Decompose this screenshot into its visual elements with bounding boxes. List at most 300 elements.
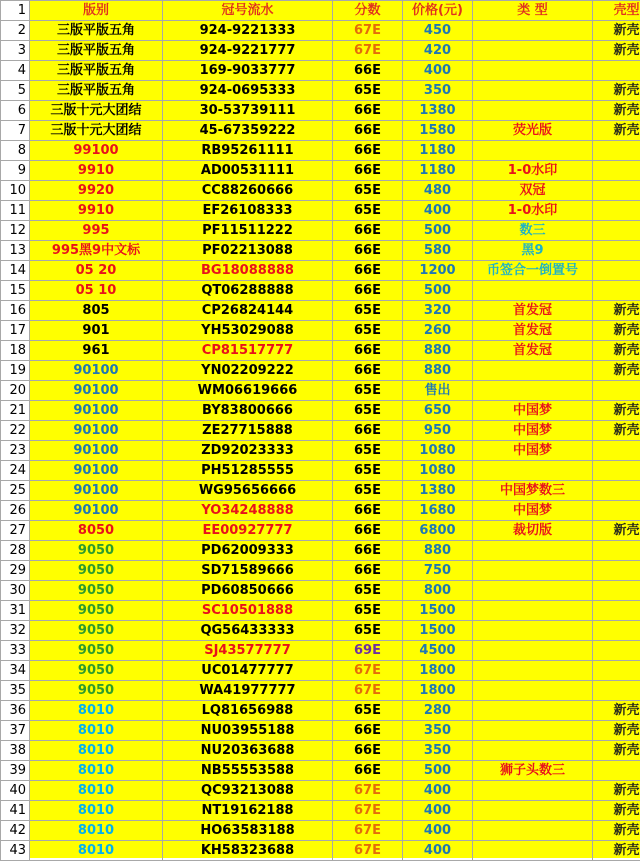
- cell-score[interactable]: 66E: [333, 421, 403, 441]
- cell-price[interactable]: 950: [403, 421, 473, 441]
- row-number[interactable]: 30: [1, 581, 30, 601]
- cell-price[interactable]: 1680: [403, 501, 473, 521]
- cell-version[interactable]: 90100: [30, 421, 163, 441]
- cell-version[interactable]: 9050: [30, 601, 163, 621]
- row-number[interactable]: 16: [1, 301, 30, 321]
- cell-version[interactable]: 8010: [30, 701, 163, 721]
- row-number[interactable]: 15: [1, 281, 30, 301]
- cell-type[interactable]: [473, 381, 593, 401]
- cell-serial[interactable]: 924-0695333: [163, 81, 333, 101]
- cell-serial[interactable]: NU20363688: [163, 741, 333, 761]
- cell-price[interactable]: 400: [403, 821, 473, 841]
- cell-score[interactable]: 67E: [333, 781, 403, 801]
- cell-version[interactable]: 三版平版五角: [30, 21, 163, 41]
- cell-type[interactable]: [473, 101, 593, 121]
- cell-shell[interactable]: 新壳: [593, 341, 640, 361]
- cell-serial[interactable]: ZD92023333: [163, 441, 333, 461]
- row-number[interactable]: 14: [1, 261, 30, 281]
- cell-price[interactable]: 880: [403, 361, 473, 381]
- cell-shell[interactable]: 新壳: [593, 521, 640, 541]
- cell-price[interactable]: 400: [403, 841, 473, 861]
- cell-serial[interactable]: YN02209222: [163, 361, 333, 381]
- cell-price[interactable]: 800: [403, 581, 473, 601]
- cell-score[interactable]: 65E: [333, 461, 403, 481]
- cell-type[interactable]: [473, 81, 593, 101]
- cell-score[interactable]: 66E: [333, 501, 403, 521]
- cell-score[interactable]: 66E: [333, 61, 403, 81]
- cell-shell[interactable]: 新壳: [593, 781, 640, 801]
- cell-price[interactable]: 400: [403, 201, 473, 221]
- cell-shell[interactable]: [593, 681, 640, 701]
- header-serial[interactable]: 冠号流水: [163, 1, 333, 21]
- cell-serial[interactable]: EE00927777: [163, 521, 333, 541]
- header-version[interactable]: 版别: [30, 1, 163, 21]
- row-number[interactable]: 24: [1, 461, 30, 481]
- cell-serial[interactable]: QG56433333: [163, 621, 333, 641]
- cell-type[interactable]: 中国梦数三: [473, 481, 593, 501]
- cell-price[interactable]: 500: [403, 221, 473, 241]
- header-price[interactable]: 价格(元): [403, 1, 473, 21]
- cell-type[interactable]: 荧光版: [473, 121, 593, 141]
- cell-price[interactable]: 6800: [403, 521, 473, 541]
- cell-shell[interactable]: 新壳: [593, 121, 640, 141]
- cell-version[interactable]: 9050: [30, 621, 163, 641]
- cell-serial[interactable]: YO34248888: [163, 501, 333, 521]
- cell-price[interactable]: 售出: [403, 381, 473, 401]
- cell-type[interactable]: 裁切版: [473, 521, 593, 541]
- cell-version[interactable]: 9050: [30, 661, 163, 681]
- cell-price[interactable]: 1500: [403, 621, 473, 641]
- cell-shell[interactable]: [593, 161, 640, 181]
- cell-shell[interactable]: [593, 261, 640, 281]
- cell-price[interactable]: 400: [403, 781, 473, 801]
- row-number[interactable]: 6: [1, 101, 30, 121]
- cell-type[interactable]: [473, 21, 593, 41]
- cell-shell[interactable]: [593, 221, 640, 241]
- cell-type[interactable]: [473, 541, 593, 561]
- cell-type[interactable]: [473, 601, 593, 621]
- row-number[interactable]: 5: [1, 81, 30, 101]
- cell-score[interactable]: 66E: [333, 121, 403, 141]
- cell-shell[interactable]: 新壳: [593, 401, 640, 421]
- row-number[interactable]: 20: [1, 381, 30, 401]
- cell-serial[interactable]: 924-9221777: [163, 41, 333, 61]
- cell-version[interactable]: 9050: [30, 681, 163, 701]
- cell-serial[interactable]: 30-53739111: [163, 101, 333, 121]
- row-number[interactable]: 37: [1, 721, 30, 741]
- cell-score[interactable]: 66E: [333, 161, 403, 181]
- cell-version[interactable]: 8010: [30, 781, 163, 801]
- header-score[interactable]: 分数: [333, 1, 403, 21]
- cell-price[interactable]: 450: [403, 21, 473, 41]
- cell-shell[interactable]: 新壳: [593, 81, 640, 101]
- cell-serial[interactable]: PD62009333: [163, 541, 333, 561]
- cell-serial[interactable]: SC10501888: [163, 601, 333, 621]
- cell-version[interactable]: 05 10: [30, 281, 163, 301]
- row-number[interactable]: 39: [1, 761, 30, 781]
- cell-serial[interactable]: BY83800666: [163, 401, 333, 421]
- cell-type[interactable]: 黑9: [473, 241, 593, 261]
- cell-serial[interactable]: QC93213088: [163, 781, 333, 801]
- cell-shell[interactable]: [593, 281, 640, 301]
- cell-serial[interactable]: CP81517777: [163, 341, 333, 361]
- cell-price[interactable]: 1180: [403, 141, 473, 161]
- cell-score[interactable]: 67E: [333, 681, 403, 701]
- row-number[interactable]: 36: [1, 701, 30, 721]
- cell-version[interactable]: 三版平版五角: [30, 61, 163, 81]
- cell-price[interactable]: 500: [403, 761, 473, 781]
- cell-serial[interactable]: QT06288888: [163, 281, 333, 301]
- cell-type[interactable]: [473, 561, 593, 581]
- row-number[interactable]: 27: [1, 521, 30, 541]
- row-number[interactable]: 22: [1, 421, 30, 441]
- cell-type[interactable]: [473, 61, 593, 81]
- cell-shell[interactable]: [593, 441, 640, 461]
- cell-shell[interactable]: [593, 561, 640, 581]
- cell-score[interactable]: 66E: [333, 741, 403, 761]
- row-number[interactable]: 9: [1, 161, 30, 181]
- cell-serial[interactable]: SJ43577777: [163, 641, 333, 661]
- cell-version[interactable]: 90100: [30, 381, 163, 401]
- cell-price[interactable]: 1580: [403, 121, 473, 141]
- cell-score[interactable]: 67E: [333, 21, 403, 41]
- row-number[interactable]: 40: [1, 781, 30, 801]
- cell-price[interactable]: 260: [403, 321, 473, 341]
- cell-version[interactable]: 05 20: [30, 261, 163, 281]
- cell-version[interactable]: 99100: [30, 141, 163, 161]
- cell-price[interactable]: 1800: [403, 681, 473, 701]
- cell-price[interactable]: 500: [403, 281, 473, 301]
- cell-price[interactable]: 1080: [403, 441, 473, 461]
- cell-price[interactable]: 420: [403, 41, 473, 61]
- row-number[interactable]: 4: [1, 61, 30, 81]
- cell-price[interactable]: 350: [403, 81, 473, 101]
- cell-version[interactable]: 8010: [30, 721, 163, 741]
- row-number[interactable]: 28: [1, 541, 30, 561]
- cell-version[interactable]: 三版十元大团结: [30, 121, 163, 141]
- cell-version[interactable]: 901: [30, 321, 163, 341]
- cell-shell[interactable]: [593, 641, 640, 661]
- cell-type[interactable]: 首发冠: [473, 301, 593, 321]
- row-number[interactable]: 2: [1, 21, 30, 41]
- cell-score[interactable]: 66E: [333, 341, 403, 361]
- cell-price[interactable]: 580: [403, 241, 473, 261]
- row-number[interactable]: 11: [1, 201, 30, 221]
- cell-price[interactable]: 480: [403, 181, 473, 201]
- row-number[interactable]: 12: [1, 221, 30, 241]
- cell-version[interactable]: 8010: [30, 821, 163, 841]
- cell-type[interactable]: [473, 701, 593, 721]
- cell-shell[interactable]: [593, 601, 640, 621]
- cell-score[interactable]: 66E: [333, 761, 403, 781]
- cell-serial[interactable]: NT19162188: [163, 801, 333, 821]
- cell-shell[interactable]: [593, 661, 640, 681]
- cell-shell[interactable]: [593, 501, 640, 521]
- cell-type[interactable]: [473, 661, 593, 681]
- cell-serial[interactable]: BG18088888: [163, 261, 333, 281]
- cell-version[interactable]: 8010: [30, 741, 163, 761]
- cell-score[interactable]: 66E: [333, 521, 403, 541]
- cell-price[interactable]: 880: [403, 541, 473, 561]
- cell-shell[interactable]: 新壳: [593, 421, 640, 441]
- cell-type[interactable]: 中国梦: [473, 401, 593, 421]
- cell-price[interactable]: 280: [403, 701, 473, 721]
- cell-shell[interactable]: 新壳: [593, 21, 640, 41]
- cell-price[interactable]: 1380: [403, 101, 473, 121]
- cell-shell[interactable]: 新壳: [593, 321, 640, 341]
- cell-version[interactable]: 90100: [30, 441, 163, 461]
- cell-serial[interactable]: WG95656666: [163, 481, 333, 501]
- cell-score[interactable]: 67E: [333, 41, 403, 61]
- cell-type[interactable]: 1-0水印: [473, 161, 593, 181]
- row-number[interactable]: 7: [1, 121, 30, 141]
- cell-version[interactable]: 9910: [30, 201, 163, 221]
- cell-serial[interactable]: NU03955188: [163, 721, 333, 741]
- cell-serial[interactable]: HO63583188: [163, 821, 333, 841]
- cell-type[interactable]: [473, 741, 593, 761]
- cell-shell[interactable]: [593, 621, 640, 641]
- cell-serial[interactable]: LQ81656988: [163, 701, 333, 721]
- cell-price[interactable]: 4500: [403, 641, 473, 661]
- cell-serial[interactable]: ZE27715888: [163, 421, 333, 441]
- cell-version[interactable]: 9050: [30, 641, 163, 661]
- cell-serial[interactable]: NB55553588: [163, 761, 333, 781]
- cell-type[interactable]: [473, 141, 593, 161]
- cell-score[interactable]: 65E: [333, 441, 403, 461]
- cell-serial[interactable]: SD71589666: [163, 561, 333, 581]
- cell-score[interactable]: 69E: [333, 641, 403, 661]
- cell-type[interactable]: [473, 681, 593, 701]
- cell-version[interactable]: 90100: [30, 361, 163, 381]
- cell-type[interactable]: [473, 41, 593, 61]
- cell-serial[interactable]: WM06619666: [163, 381, 333, 401]
- row-number[interactable]: 8: [1, 141, 30, 161]
- cell-score[interactable]: 66E: [333, 221, 403, 241]
- cell-price[interactable]: 1500: [403, 601, 473, 621]
- cell-version[interactable]: 8010: [30, 761, 163, 781]
- cell-serial[interactable]: UC01477777: [163, 661, 333, 681]
- cell-shell[interactable]: 新壳: [593, 301, 640, 321]
- cell-version[interactable]: 三版十元大团结: [30, 101, 163, 121]
- row-number[interactable]: 26: [1, 501, 30, 521]
- row-number[interactable]: 29: [1, 561, 30, 581]
- cell-shell[interactable]: [593, 581, 640, 601]
- cell-serial[interactable]: CP26824144: [163, 301, 333, 321]
- cell-version[interactable]: 90100: [30, 501, 163, 521]
- cell-version[interactable]: 9050: [30, 541, 163, 561]
- cell-type[interactable]: [473, 721, 593, 741]
- cell-serial[interactable]: 45-67359222: [163, 121, 333, 141]
- cell-serial[interactable]: CC88260666: [163, 181, 333, 201]
- row-number[interactable]: 33: [1, 641, 30, 661]
- cell-score[interactable]: 65E: [333, 601, 403, 621]
- cell-version[interactable]: 90100: [30, 461, 163, 481]
- row-number[interactable]: 42: [1, 821, 30, 841]
- cell-score[interactable]: 66E: [333, 101, 403, 121]
- cell-score[interactable]: 65E: [333, 401, 403, 421]
- cell-price[interactable]: 350: [403, 721, 473, 741]
- cell-price[interactable]: 750: [403, 561, 473, 581]
- cell-score[interactable]: 65E: [333, 301, 403, 321]
- cell-version[interactable]: 90100: [30, 401, 163, 421]
- cell-serial[interactable]: EF26108333: [163, 201, 333, 221]
- row-number[interactable]: 32: [1, 621, 30, 641]
- cell-shell[interactable]: 新壳: [593, 821, 640, 841]
- cell-serial[interactable]: RB95261111: [163, 141, 333, 161]
- cell-score[interactable]: 65E: [333, 381, 403, 401]
- row-number[interactable]: 17: [1, 321, 30, 341]
- cell-score[interactable]: 65E: [333, 81, 403, 101]
- cell-shell[interactable]: [593, 761, 640, 781]
- cell-score[interactable]: 66E: [333, 241, 403, 261]
- cell-score[interactable]: 66E: [333, 561, 403, 581]
- cell-version[interactable]: 995黑9中文标: [30, 241, 163, 261]
- cell-shell[interactable]: [593, 541, 640, 561]
- cell-type[interactable]: 币签合一倒置号: [473, 261, 593, 281]
- header-type[interactable]: 类 型: [473, 1, 593, 21]
- cell-score[interactable]: 66E: [333, 541, 403, 561]
- cell-score[interactable]: 66E: [333, 281, 403, 301]
- cell-type[interactable]: 数三: [473, 221, 593, 241]
- cell-shell[interactable]: [593, 181, 640, 201]
- row-number[interactable]: 34: [1, 661, 30, 681]
- cell-score[interactable]: 65E: [333, 481, 403, 501]
- row-number[interactable]: 43: [1, 841, 30, 861]
- cell-serial[interactable]: 924-9221333: [163, 21, 333, 41]
- cell-type[interactable]: 中国梦: [473, 441, 593, 461]
- cell-serial[interactable]: PF11511222: [163, 221, 333, 241]
- cell-type[interactable]: [473, 461, 593, 481]
- row-number[interactable]: 19: [1, 361, 30, 381]
- cell-score[interactable]: 67E: [333, 841, 403, 861]
- cell-serial[interactable]: KH58323688: [163, 841, 333, 861]
- cell-shell[interactable]: 新壳: [593, 101, 640, 121]
- cell-shell[interactable]: [593, 201, 640, 221]
- cell-serial[interactable]: 169-9033777: [163, 61, 333, 81]
- cell-version[interactable]: 90100: [30, 481, 163, 501]
- cell-type[interactable]: 首发冠: [473, 341, 593, 361]
- cell-version[interactable]: 8010: [30, 801, 163, 821]
- cell-price[interactable]: 650: [403, 401, 473, 421]
- cell-price[interactable]: 320: [403, 301, 473, 321]
- cell-type[interactable]: 1-0水印: [473, 201, 593, 221]
- cell-price[interactable]: 1080: [403, 461, 473, 481]
- cell-price[interactable]: 400: [403, 61, 473, 81]
- cell-price[interactable]: 350: [403, 741, 473, 761]
- cell-shell[interactable]: [593, 381, 640, 401]
- row-number[interactable]: 41: [1, 801, 30, 821]
- row-number[interactable]: 1: [1, 1, 30, 21]
- cell-type[interactable]: 双冠: [473, 181, 593, 201]
- cell-shell[interactable]: [593, 461, 640, 481]
- cell-version[interactable]: 8050: [30, 521, 163, 541]
- cell-score[interactable]: 67E: [333, 661, 403, 681]
- cell-serial[interactable]: PD60850666: [163, 581, 333, 601]
- cell-price[interactable]: 1200: [403, 261, 473, 281]
- row-number[interactable]: 35: [1, 681, 30, 701]
- cell-shell[interactable]: 新壳: [593, 361, 640, 381]
- cell-type[interactable]: 中国梦: [473, 421, 593, 441]
- cell-shell[interactable]: [593, 141, 640, 161]
- cell-version[interactable]: 8010: [30, 841, 163, 861]
- cell-serial[interactable]: PF02213088: [163, 241, 333, 261]
- cell-serial[interactable]: AD00531111: [163, 161, 333, 181]
- cell-score[interactable]: 66E: [333, 141, 403, 161]
- cell-serial[interactable]: WA41977777: [163, 681, 333, 701]
- row-number[interactable]: 3: [1, 41, 30, 61]
- row-number[interactable]: 31: [1, 601, 30, 621]
- cell-type[interactable]: 首发冠: [473, 321, 593, 341]
- cell-type[interactable]: [473, 801, 593, 821]
- cell-shell[interactable]: 新壳: [593, 741, 640, 761]
- cell-shell[interactable]: 新壳: [593, 801, 640, 821]
- cell-type[interactable]: [473, 281, 593, 301]
- cell-version[interactable]: 805: [30, 301, 163, 321]
- cell-price[interactable]: 1800: [403, 661, 473, 681]
- cell-version[interactable]: 9920: [30, 181, 163, 201]
- cell-serial[interactable]: PH51285555: [163, 461, 333, 481]
- cell-type[interactable]: [473, 361, 593, 381]
- cell-type[interactable]: 狮子头数三: [473, 761, 593, 781]
- cell-score[interactable]: 65E: [333, 321, 403, 341]
- cell-shell[interactable]: [593, 241, 640, 261]
- row-number[interactable]: 13: [1, 241, 30, 261]
- cell-shell[interactable]: 新壳: [593, 721, 640, 741]
- cell-type[interactable]: [473, 781, 593, 801]
- cell-type[interactable]: [473, 821, 593, 841]
- cell-score[interactable]: 66E: [333, 361, 403, 381]
- cell-type[interactable]: [473, 581, 593, 601]
- header-shell[interactable]: 壳型: [593, 1, 640, 21]
- cell-version[interactable]: 9050: [30, 561, 163, 581]
- row-number[interactable]: 23: [1, 441, 30, 461]
- cell-version[interactable]: 961: [30, 341, 163, 361]
- cell-score[interactable]: 65E: [333, 621, 403, 641]
- cell-version[interactable]: 三版平版五角: [30, 81, 163, 101]
- cell-score[interactable]: 65E: [333, 581, 403, 601]
- cell-price[interactable]: 1380: [403, 481, 473, 501]
- cell-version[interactable]: 9050: [30, 581, 163, 601]
- cell-score[interactable]: 65E: [333, 201, 403, 221]
- cell-shell[interactable]: 新壳: [593, 701, 640, 721]
- cell-score[interactable]: 67E: [333, 821, 403, 841]
- cell-type[interactable]: 中国梦: [473, 501, 593, 521]
- cell-score[interactable]: 67E: [333, 801, 403, 821]
- cell-price[interactable]: 400: [403, 801, 473, 821]
- cell-price[interactable]: 1180: [403, 161, 473, 181]
- cell-version[interactable]: 三版平版五角: [30, 41, 163, 61]
- cell-serial[interactable]: YH53029088: [163, 321, 333, 341]
- cell-type[interactable]: [473, 641, 593, 661]
- cell-price[interactable]: 880: [403, 341, 473, 361]
- row-number[interactable]: 38: [1, 741, 30, 761]
- row-number[interactable]: 25: [1, 481, 30, 501]
- row-number[interactable]: 10: [1, 181, 30, 201]
- cell-shell[interactable]: [593, 481, 640, 501]
- cell-score[interactable]: 65E: [333, 701, 403, 721]
- cell-version[interactable]: 995: [30, 221, 163, 241]
- row-number[interactable]: 21: [1, 401, 30, 421]
- cell-shell[interactable]: [593, 61, 640, 81]
- cell-type[interactable]: [473, 621, 593, 641]
- cell-version[interactable]: 9910: [30, 161, 163, 181]
- cell-score[interactable]: 65E: [333, 181, 403, 201]
- row-number[interactable]: 18: [1, 341, 30, 361]
- cell-score[interactable]: 66E: [333, 721, 403, 741]
- cell-score[interactable]: 66E: [333, 261, 403, 281]
- cell-shell[interactable]: 新壳: [593, 841, 640, 861]
- cell-shell[interactable]: 新壳: [593, 41, 640, 61]
